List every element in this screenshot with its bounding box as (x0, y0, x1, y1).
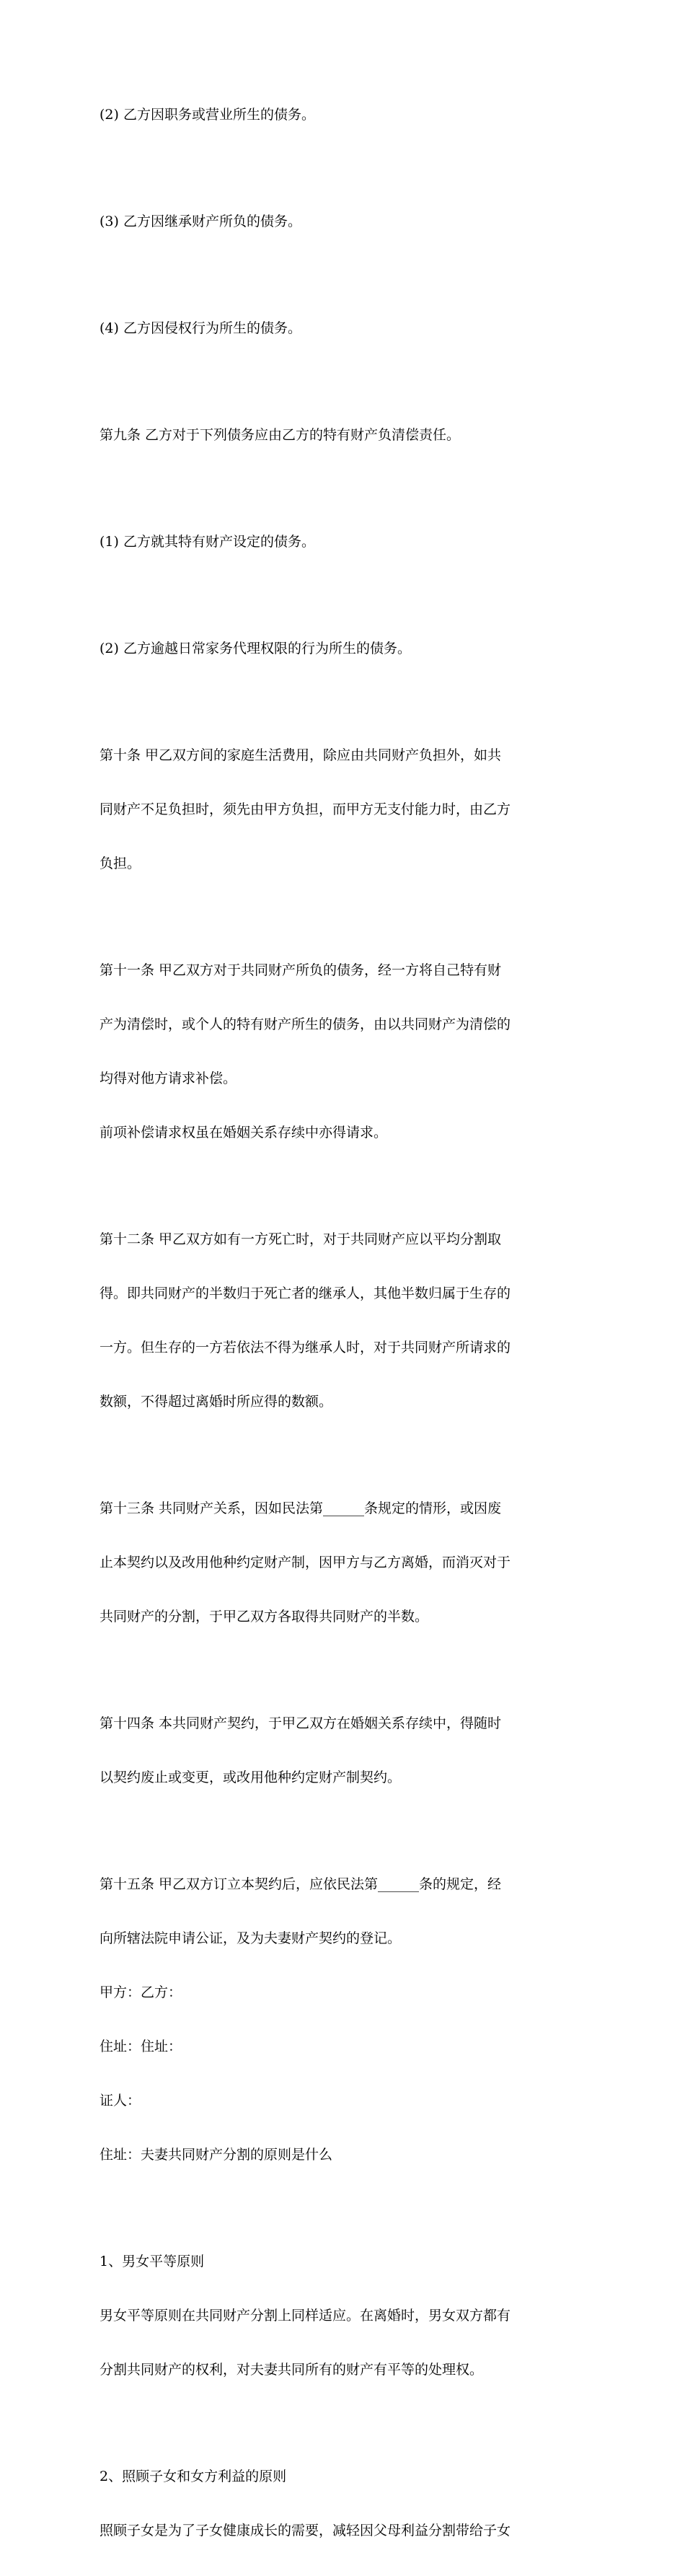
text-line: 男女平等原则在共同财产分割上同样适应。在离婚时，男女双方都有 (100, 2308, 511, 2324)
article-10 (100, 711, 590, 909)
text-line: (4) 乙方因侵权行为所生的债务。 (100, 320, 301, 336)
text-line: 第十二条 甲乙双方如有一方死亡时，对于共同财产应以平均分割取 (100, 1231, 502, 1247)
text-line: 第十一条 甲乙双方对于共同财产所负的债务，经一方将自己特有财 (100, 962, 502, 978)
text-line: 共同财产的分割，于甲乙双方各取得共同财产的半数。 (100, 1609, 429, 1625)
text-line: 第十五条 甲乙双方订立本契约后，应依民法第______条的规定，经 (100, 1876, 502, 1892)
text-line: 数额，不得超过离婚时所应得的数额。 (100, 1394, 333, 1410)
article-15-and-signatures (100, 1839, 590, 2200)
paragraph-special-1 (100, 497, 590, 587)
article-13 (100, 1464, 590, 1662)
text-line: (2) 乙方逾越日常家务代理权限的行为所生的债务。 (100, 641, 411, 656)
text-line: 第十条 甲乙双方间的家庭生活费用，除应由共同财产负担外，如共 (100, 747, 502, 763)
text-line: 分割共同财产的权利，对夫妻共同所有的财产有平等的处理权。 (100, 2362, 484, 2378)
article-14 (100, 1679, 590, 1823)
paragraph-debt-2 (100, 70, 590, 160)
text-line: 前项补偿请求权虽在婚姻关系存续中亦得请求。 (100, 1125, 388, 1140)
witness-address-line: 住址：夫妻共同财产分割的原则是什么 (100, 2147, 333, 2163)
principle-2 (100, 2432, 590, 2576)
text-line: (1) 乙方就其特有财产设定的债务。 (100, 534, 315, 550)
section-heading: 2、照顾子女和女方利益的原则 (100, 2469, 287, 2484)
paragraph-debt-3 (100, 177, 590, 267)
article-12 (100, 1195, 590, 1447)
text-line: 以契约废止或变更，或改用他种约定财产制契约。 (100, 1770, 402, 1785)
paragraph-debt-4 (100, 283, 590, 374)
text-line: 均得对他方请求补偿。 (100, 1071, 237, 1086)
text-line: (2) 乙方因职务或营业所生的债务。 (100, 107, 315, 123)
text-line: 一方。但生存的一方若依法不得为继承人时，对于共同财产所请求的 (100, 1340, 511, 1355)
text-line: 第十三条 共同财产关系，因如民法第______条规定的情形，或因废 (100, 1500, 502, 1516)
text-line: (3) 乙方因继承财产所负的债务。 (100, 214, 301, 229)
text-line: 止本契约以及改用他种约定财产制，因甲方与乙方离婚，而消灭对于 (100, 1555, 511, 1570)
text-line: 得。即共同财产的半数归于死亡者的继承人，其他半数归属于生存的 (100, 1285, 511, 1301)
article-9 (100, 390, 590, 480)
text-line: 向所辖法院申请公证，及为夫妻财产契约的登记。 (100, 1930, 402, 1946)
document-body (100, 70, 590, 2576)
text-line: 负担。 (100, 856, 141, 871)
address-line-party-a-b: 住址：住址： (100, 2039, 182, 2054)
signature-line-party-a-b: 甲方：乙方： (100, 1984, 182, 2000)
principle-1 (100, 2217, 590, 2415)
text-line: 照顾子女是为了子女健康成长的需要，减轻因父母利益分割带给子女 (100, 2523, 511, 2538)
article-11 (100, 926, 590, 1178)
witness-line: 证人： (100, 2093, 141, 2109)
section-heading: 1、男女平等原则 (100, 2254, 205, 2269)
paragraph-special-2 (100, 604, 590, 694)
text-line: 第十四条 本共同财产契约，于甲乙双方在婚姻关系存续中，得随时 (100, 1715, 502, 1731)
text-line: 产为清偿时，或个人的特有财产所生的债务，由以共同财产为清偿的 (100, 1016, 511, 1032)
text-line: 第九条 乙方对于下列债务应由乙方的特有财产负清偿责任。 (100, 427, 461, 443)
text-line: 同财产不足负担时，须先由甲方负担，而甲方无支付能力时，由乙方 (100, 801, 511, 817)
